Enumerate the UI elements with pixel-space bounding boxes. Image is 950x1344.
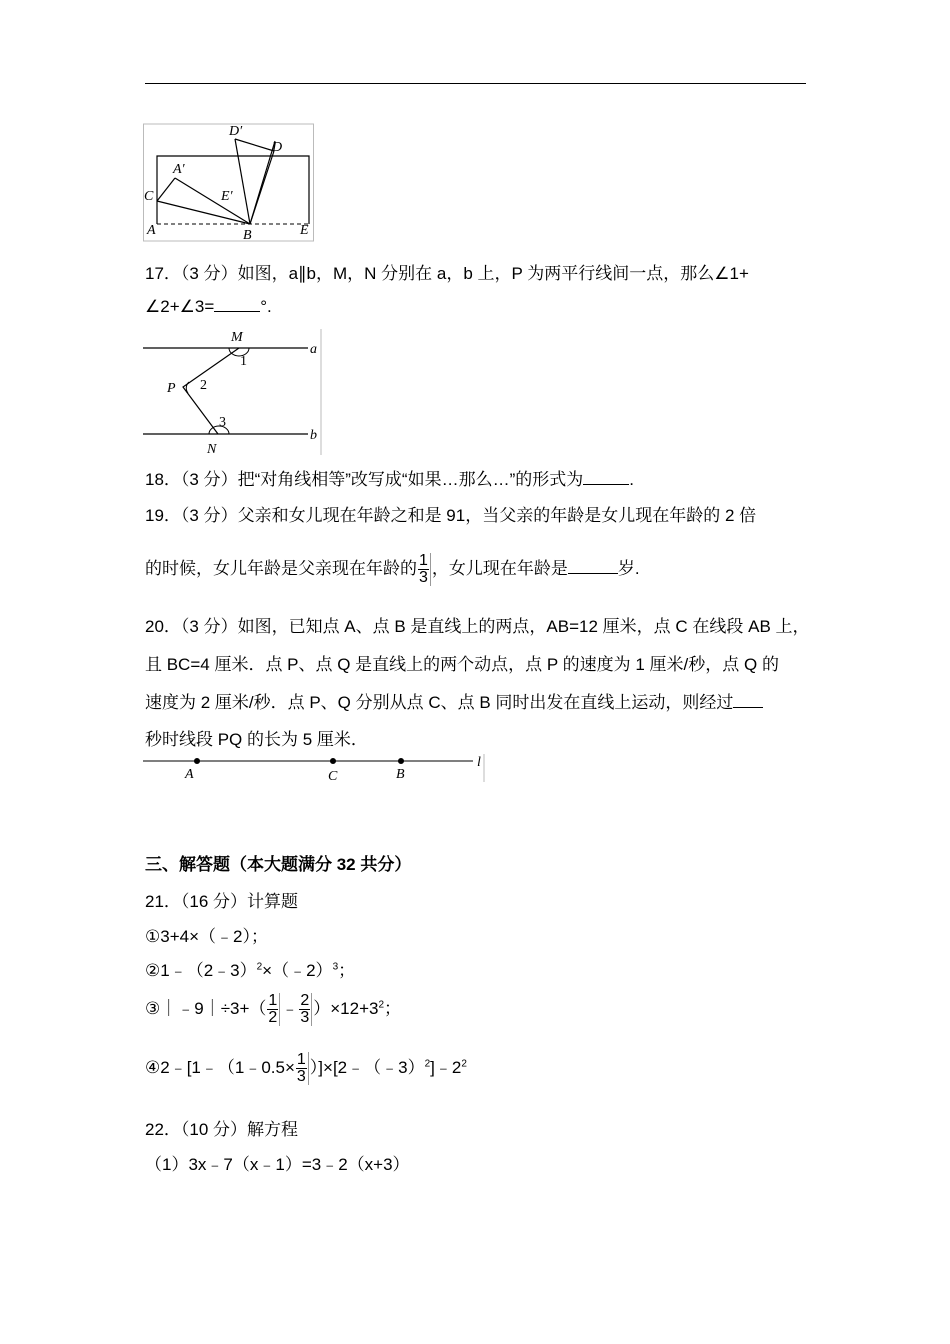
header-rule — [145, 83, 806, 84]
q21-p2-b: ×（﹣2） — [262, 961, 333, 980]
label-point-c: C — [328, 769, 338, 784]
q19-frac-num: 1 — [419, 552, 428, 569]
q20-text-3: 速度为 2 厘米/秒．点 P、Q 分别从点 C、点 B 同时出发在直线上运动，则经过 — [145, 693, 734, 712]
q21-p3-frac2 — [299, 993, 312, 1026]
q19-text-b: ，女儿现在年龄是 — [431, 558, 568, 578]
q20-line1: 20．（3 分）如图，已知点 A、点 B 是直线上的两点，AB=12 厘米，点 C 在线段 AB 上， — [145, 617, 810, 636]
q21-title: 21．（16 分）计算题 — [145, 892, 299, 911]
q18-text: 18．（3 分）把“对角线相等”改写成“如果…那么…”的形式为 — [145, 470, 584, 489]
q21-p4-f-num: 1 — [296, 1051, 306, 1068]
q21-p3-f1-num: 1 — [268, 992, 278, 1009]
q17-answer-blank — [214, 311, 260, 312]
q18-period: . — [629, 470, 634, 489]
q20-line3 — [145, 688, 763, 713]
q21-part3 — [145, 993, 401, 1026]
q21-p3-f1-den: 2 — [268, 1009, 278, 1026]
q22-part1: （1）3x﹣7（x﹣1）=3﹣2（x+3） — [145, 1155, 410, 1174]
q21-p2-exp1: 2 — [256, 961, 263, 973]
q21-part2 — [145, 956, 355, 981]
q19-text-a: 的时候，女儿年龄是父亲现在年龄的 — [145, 558, 417, 578]
q21-p3-c: ； — [384, 998, 402, 1018]
q19-fraction — [418, 553, 431, 586]
q17-figure — [143, 327, 323, 457]
label-n: N — [207, 442, 217, 457]
q21-p4-f-den: 3 — [296, 1068, 306, 1085]
label-b: B — [243, 228, 252, 242]
q19-frac-den: 3 — [419, 569, 428, 586]
label-line-a: a — [310, 342, 317, 357]
label-m: M — [231, 330, 243, 345]
q21-p4-a: ④2﹣[1﹣（1﹣0.5× — [145, 1057, 295, 1077]
q21-part4 — [145, 1052, 467, 1085]
q21-p3-f2-num: 2 — [300, 992, 310, 1009]
q20-figure — [143, 752, 488, 784]
label-e: E — [300, 223, 309, 238]
q21-p3-f2-den: 3 — [300, 1009, 310, 1026]
q18-answer-blank — [583, 484, 629, 485]
q20-line4: 秒时线段 PQ 的长为 5 厘米． — [145, 730, 368, 749]
section-3-title: 三、解答题（本大题满分 32 共分） — [145, 855, 412, 874]
q19-answer-blank — [568, 573, 618, 574]
q17-line1: 17．（3 分）如图，a∥b，M，N 分别在 a，b 上，P 为两平行线间一点，那么∠1+ — [145, 264, 749, 283]
label-angle-1: 1 — [240, 354, 247, 369]
q20-line2: 且 BC=4 厘米．点 P、点 Q 是直线上的两个动点，点 P 的速度为 1 厘米/秒，点 Q 的 — [145, 655, 779, 674]
q19-line1: 19．（3 分）父亲和女儿现在年龄之和是 91，当父亲的年龄是女儿现在年龄的 2 倍 — [145, 506, 757, 525]
label-angle-2: 2 — [200, 378, 207, 393]
q19-line2 — [145, 553, 640, 586]
label-angle-3: 3 — [219, 415, 226, 430]
q19-text-c: 岁. — [617, 558, 640, 578]
label-p: P — [167, 381, 176, 396]
q21-p2-a: ②1﹣（2﹣3） — [145, 961, 257, 980]
q17-line2 — [145, 297, 272, 317]
q21-p3-a: ③｜﹣9｜÷3+（ — [145, 998, 267, 1018]
label-e-prime: E′ — [221, 189, 233, 204]
q21-p4-exp1: 2 — [424, 1058, 431, 1070]
label-a-prime: A′ — [173, 162, 185, 177]
q21-p2-exp2: 3 — [332, 961, 339, 973]
label-line-b: b — [310, 428, 317, 443]
q21-p4-frac — [296, 1052, 309, 1085]
q17-expr: ∠2+∠3= — [145, 297, 215, 316]
q21-part1: ①3+4×（﹣2）； — [145, 927, 268, 946]
q21-p3-b: ）×12+3 — [313, 998, 379, 1018]
label-point-a: A — [185, 767, 194, 782]
label-line-l: l — [477, 755, 481, 770]
q21-p4-exp2: 2 — [461, 1058, 467, 1070]
q21-p2-c: ； — [338, 961, 356, 980]
q21-p3-minus: ﹣ — [281, 998, 299, 1018]
q16-figure — [143, 120, 315, 242]
q18-line — [145, 465, 634, 490]
q21-p4-c: ]﹣2 — [430, 1057, 462, 1077]
q20-answer-blank — [733, 707, 763, 708]
label-d: D — [272, 140, 283, 155]
q21-p3-frac1 — [267, 993, 280, 1026]
q17-degree: °. — [260, 297, 272, 316]
q21-p4-b: ）]×[2﹣（﹣3） — [309, 1057, 425, 1077]
q22-title: 22．（10 分）解方程 — [145, 1120, 299, 1139]
label-d-prime: D′ — [229, 124, 243, 139]
q21-p3-exp: 2 — [378, 999, 385, 1011]
label-c: C — [144, 189, 154, 204]
label-a: A — [147, 223, 156, 238]
label-point-b: B — [396, 767, 405, 782]
